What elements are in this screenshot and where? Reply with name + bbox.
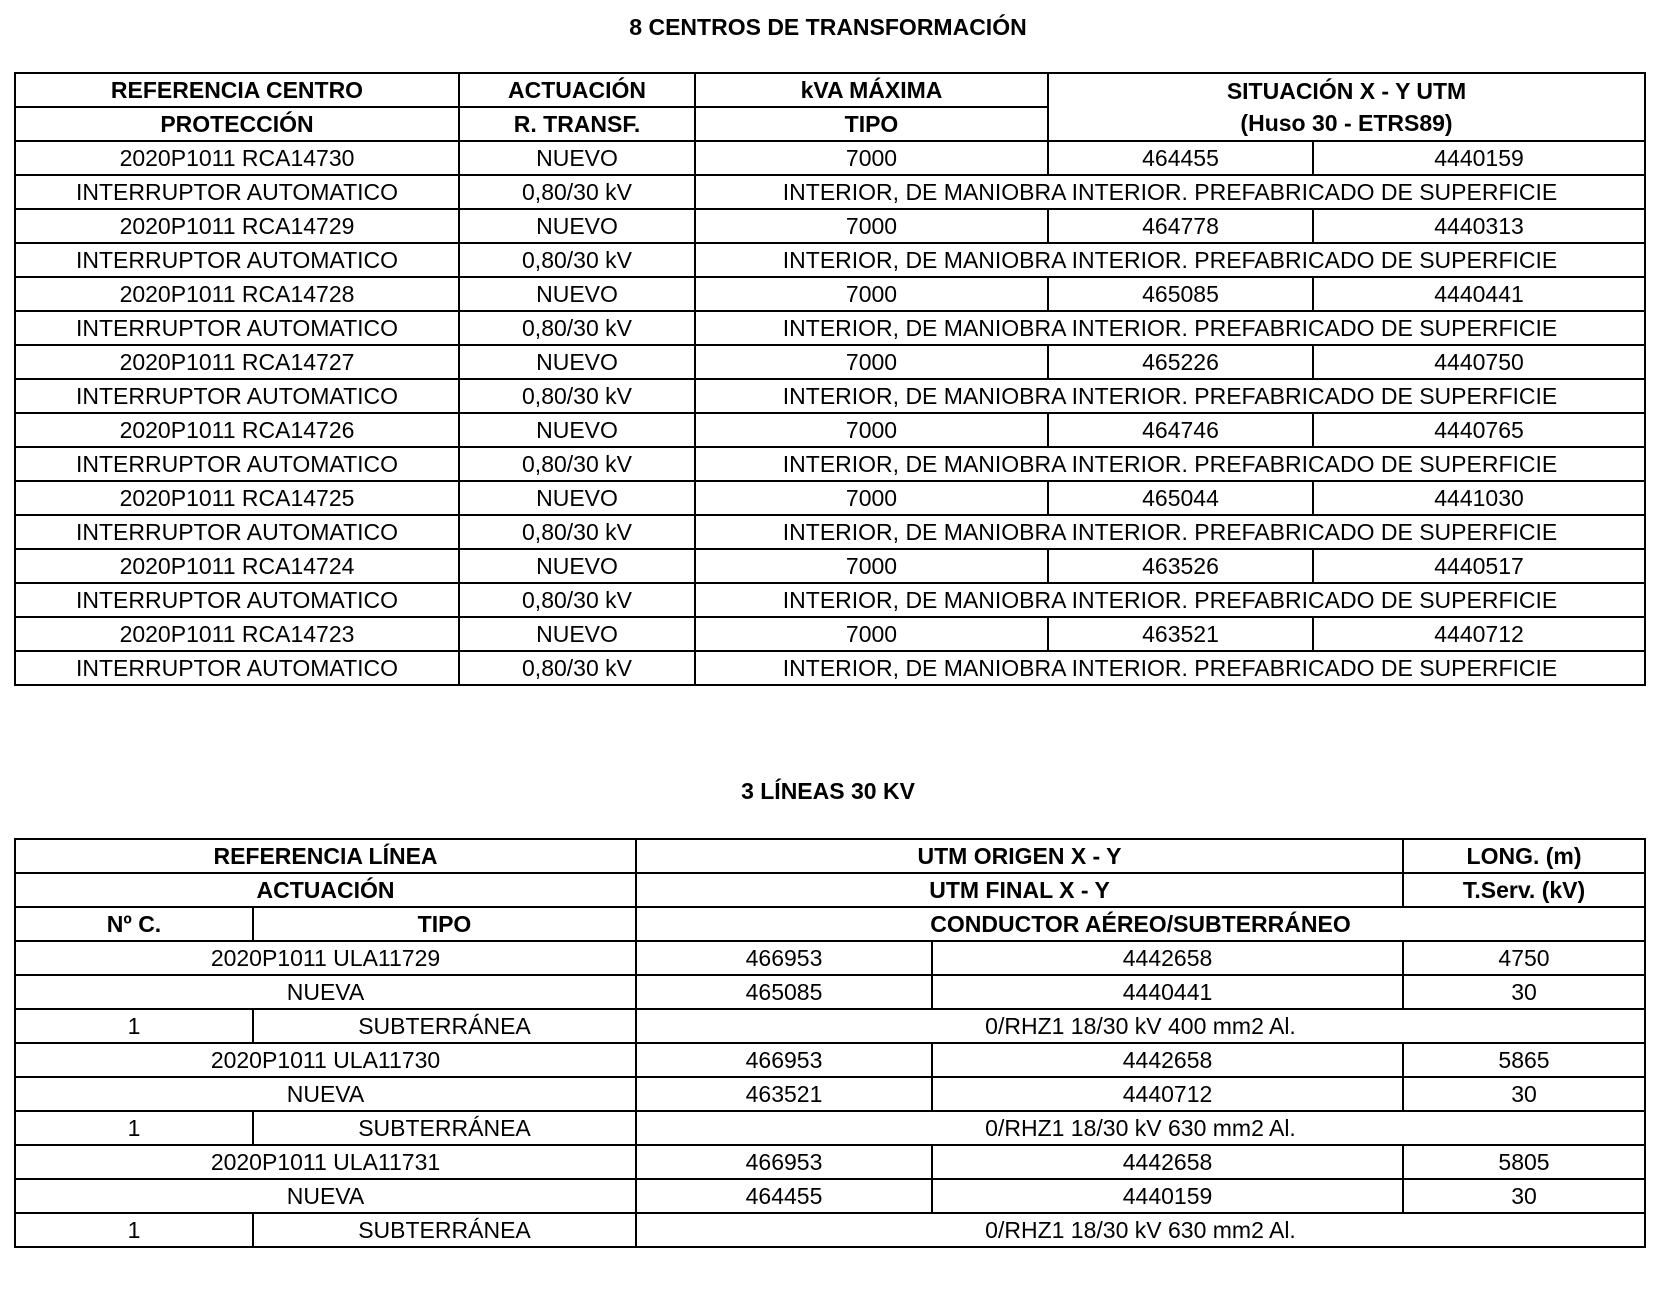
centro-utm-x: 465226 [1048, 345, 1313, 379]
centro-kva: 7000 [695, 277, 1048, 311]
centro-utm-y: 4440765 [1313, 413, 1645, 447]
linea-tension-servicio: 30 [1403, 1179, 1645, 1213]
header-long: LONG. (m) [1403, 839, 1645, 873]
header-tipo: TIPO [695, 107, 1048, 141]
centro-row [15, 481, 1645, 515]
centro-kva: 7000 [695, 617, 1048, 651]
lineas-title: 3 LÍNEAS 30 KV [741, 778, 915, 804]
centro-row [15, 413, 1645, 447]
linea-num-circuitos: 1 [15, 1009, 253, 1043]
centro-utm-x: 464455 [1048, 141, 1313, 175]
linea-tipo: SUBTERRÁNEA [253, 1009, 636, 1043]
centro-actuacion: NUEVO [459, 617, 695, 651]
centro-referencia: 2020P1011 RCA14723 [15, 617, 459, 651]
linea-actuacion: NUEVA [15, 1179, 636, 1213]
linea-origen-x: 466953 [636, 941, 932, 975]
centro-actuacion: NUEVO [459, 413, 695, 447]
centro-detail-row [15, 243, 1645, 277]
centros-title: 8 CENTROS DE TRANSFORMACIÓN [629, 14, 1027, 40]
centro-row [15, 617, 1645, 651]
centro-proteccion: INTERRUPTOR AUTOMATICO [15, 651, 459, 685]
centro-kva: 7000 [695, 209, 1048, 243]
centro-proteccion: INTERRUPTOR AUTOMATICO [15, 447, 459, 481]
centro-r-transf: 0,80/30 kV [459, 311, 695, 345]
centro-detail-row [15, 651, 1645, 685]
linea-final-x: 463521 [636, 1077, 932, 1111]
centros-header-row-1 [15, 73, 1645, 107]
centro-utm-x: 464746 [1048, 413, 1313, 447]
header-actuacion-linea: ACTUACIÓN [15, 873, 636, 907]
centro-detail-row [15, 583, 1645, 617]
centro-referencia: 2020P1011 RCA14730 [15, 141, 459, 175]
centro-tipo: INTERIOR, DE MANIOBRA INTERIOR. PREFABRICADO DE SUPERFICIE [695, 583, 1645, 617]
centro-tipo: INTERIOR, DE MANIOBRA INTERIOR. PREFABRICADO DE SUPERFICIE [695, 175, 1645, 209]
linea-final-x: 465085 [636, 975, 932, 1009]
centro-tipo: INTERIOR, DE MANIOBRA INTERIOR. PREFABRICADO DE SUPERFICIE [695, 379, 1645, 413]
linea-conductor: 0/RHZ1 18/30 kV 400 mm2 Al. [636, 1009, 1645, 1043]
linea-row [15, 1179, 1645, 1213]
centro-tipo: INTERIOR, DE MANIOBRA INTERIOR. PREFABRICADO DE SUPERFICIE [695, 447, 1645, 481]
centro-r-transf: 0,80/30 kV [459, 651, 695, 685]
header-situacion-utm-huso: (Huso 30 - ETRS89) [1240, 110, 1453, 136]
header-r-transf: R. TRANSF. [459, 107, 695, 141]
centro-utm-y: 4441030 [1313, 481, 1645, 515]
linea-final-x: 464455 [636, 1179, 932, 1213]
linea-row [15, 1145, 1645, 1179]
linea-row [15, 941, 1645, 975]
centro-utm-y: 4440313 [1313, 209, 1645, 243]
linea-tension-servicio: 30 [1403, 975, 1645, 1009]
centro-actuacion: NUEVO [459, 345, 695, 379]
centro-proteccion: INTERRUPTOR AUTOMATICO [15, 243, 459, 277]
centro-proteccion: INTERRUPTOR AUTOMATICO [15, 175, 459, 209]
centro-row [15, 141, 1645, 175]
centro-kva: 7000 [695, 413, 1048, 447]
header-utm-origen: UTM ORIGEN X - Y [636, 839, 1403, 873]
linea-actuacion: NUEVA [15, 1077, 636, 1111]
centro-proteccion: INTERRUPTOR AUTOMATICO [15, 515, 459, 549]
linea-longitud: 5865 [1403, 1043, 1645, 1077]
header-actuacion: ACTUACIÓN [459, 73, 695, 107]
header-num-circuitos: Nº C. [15, 907, 253, 941]
centro-actuacion: NUEVO [459, 141, 695, 175]
centro-detail-row [15, 311, 1645, 345]
linea-origen-y: 4442658 [932, 941, 1403, 975]
centro-kva: 7000 [695, 549, 1048, 583]
centro-kva: 7000 [695, 481, 1048, 515]
centro-proteccion: INTERRUPTOR AUTOMATICO [15, 311, 459, 345]
lineas-header-row-2 [15, 873, 1645, 907]
lineas-header-row-1 [15, 839, 1645, 873]
centro-r-transf: 0,80/30 kV [459, 583, 695, 617]
centros-table [14, 72, 1646, 686]
centro-r-transf: 0,80/30 kV [459, 379, 695, 413]
centro-r-transf: 0,80/30 kV [459, 175, 695, 209]
centro-actuacion: NUEVO [459, 209, 695, 243]
centro-referencia: 2020P1011 RCA14727 [15, 345, 459, 379]
linea-tension-servicio: 30 [1403, 1077, 1645, 1111]
centro-row [15, 345, 1645, 379]
centro-r-transf: 0,80/30 kV [459, 447, 695, 481]
centro-kva: 7000 [695, 345, 1048, 379]
centro-utm-x: 463521 [1048, 617, 1313, 651]
header-referencia-centro: REFERENCIA CENTRO [15, 73, 459, 107]
centro-tipo: INTERIOR, DE MANIOBRA INTERIOR. PREFABRICADO DE SUPERFICIE [695, 515, 1645, 549]
linea-tipo: SUBTERRÁNEA [253, 1111, 636, 1145]
linea-num-circuitos: 1 [15, 1213, 253, 1247]
linea-actuacion: NUEVA [15, 975, 636, 1009]
centro-tipo: INTERIOR, DE MANIOBRA INTERIOR. PREFABRICADO DE SUPERFICIE [695, 243, 1645, 277]
centro-row [15, 549, 1645, 583]
linea-final-y: 4440712 [932, 1077, 1403, 1111]
centro-utm-x: 463526 [1048, 549, 1313, 583]
linea-referencia: 2020P1011 ULA11731 [15, 1145, 636, 1179]
centro-r-transf: 0,80/30 kV [459, 243, 695, 277]
linea-num-circuitos: 1 [15, 1111, 253, 1145]
linea-row [15, 1111, 1645, 1145]
linea-row [15, 975, 1645, 1009]
centro-referencia: 2020P1011 RCA14729 [15, 209, 459, 243]
header-tserv: T.Serv. (kV) [1403, 873, 1645, 907]
header-referencia-linea: REFERENCIA LÍNEA [15, 839, 636, 873]
centro-referencia: 2020P1011 RCA14726 [15, 413, 459, 447]
linea-origen-y: 4442658 [932, 1043, 1403, 1077]
header-kva-maxima: kVA MÁXIMA [695, 73, 1048, 107]
centro-proteccion: INTERRUPTOR AUTOMATICO [15, 583, 459, 617]
header-situacion-utm [1048, 73, 1645, 141]
centro-r-transf: 0,80/30 kV [459, 515, 695, 549]
header-proteccion: PROTECCIÓN [15, 107, 459, 141]
centro-detail-row [15, 447, 1645, 481]
centro-actuacion: NUEVO [459, 277, 695, 311]
linea-final-y: 4440441 [932, 975, 1403, 1009]
linea-final-y: 4440159 [932, 1179, 1403, 1213]
linea-row [15, 1213, 1645, 1247]
linea-row [15, 1009, 1645, 1043]
centro-utm-y: 4440750 [1313, 345, 1645, 379]
header-conductor: CONDUCTOR AÉREO/SUBTERRÁNEO [636, 907, 1645, 941]
centro-detail-row [15, 379, 1645, 413]
linea-tipo: SUBTERRÁNEA [253, 1213, 636, 1247]
centro-detail-row [15, 175, 1645, 209]
linea-conductor: 0/RHZ1 18/30 kV 630 mm2 Al. [636, 1111, 1645, 1145]
centro-utm-y: 4440159 [1313, 141, 1645, 175]
header-utm-final: UTM FINAL X - Y [636, 873, 1403, 907]
linea-referencia: 2020P1011 ULA11730 [15, 1043, 636, 1077]
centro-referencia: 2020P1011 RCA14728 [15, 277, 459, 311]
linea-row [15, 1077, 1645, 1111]
centro-tipo: INTERIOR, DE MANIOBRA INTERIOR. PREFABRICADO DE SUPERFICIE [695, 311, 1645, 345]
centro-row [15, 209, 1645, 243]
centro-proteccion: INTERRUPTOR AUTOMATICO [15, 379, 459, 413]
centro-referencia: 2020P1011 RCA14725 [15, 481, 459, 515]
linea-origen-x: 466953 [636, 1043, 932, 1077]
centro-utm-x: 464778 [1048, 209, 1313, 243]
centro-utm-x: 465085 [1048, 277, 1313, 311]
centro-kva: 7000 [695, 141, 1048, 175]
centro-tipo: INTERIOR, DE MANIOBRA INTERIOR. PREFABRICADO DE SUPERFICIE [695, 651, 1645, 685]
centro-referencia: 2020P1011 RCA14724 [15, 549, 459, 583]
centro-actuacion: NUEVO [459, 481, 695, 515]
linea-longitud: 5805 [1403, 1145, 1645, 1179]
centro-utm-x: 465044 [1048, 481, 1313, 515]
centro-utm-y: 4440441 [1313, 277, 1645, 311]
linea-origen-x: 466953 [636, 1145, 932, 1179]
linea-referencia: 2020P1011 ULA11729 [15, 941, 636, 975]
header-situacion-utm-title: SITUACIÓN X - Y UTM [1226, 78, 1467, 104]
lineas-table [14, 838, 1646, 1248]
linea-conductor: 0/RHZ1 18/30 kV 630 mm2 Al. [636, 1213, 1645, 1247]
centro-actuacion: NUEVO [459, 549, 695, 583]
centro-utm-y: 4440712 [1313, 617, 1645, 651]
lineas-header-row-3 [15, 907, 1645, 941]
centro-detail-row [15, 515, 1645, 549]
header-tipo-linea: TIPO [253, 907, 636, 941]
linea-row [15, 1043, 1645, 1077]
linea-origen-y: 4442658 [932, 1145, 1403, 1179]
centro-utm-y: 4440517 [1313, 549, 1645, 583]
linea-longitud: 4750 [1403, 941, 1645, 975]
centro-row [15, 277, 1645, 311]
